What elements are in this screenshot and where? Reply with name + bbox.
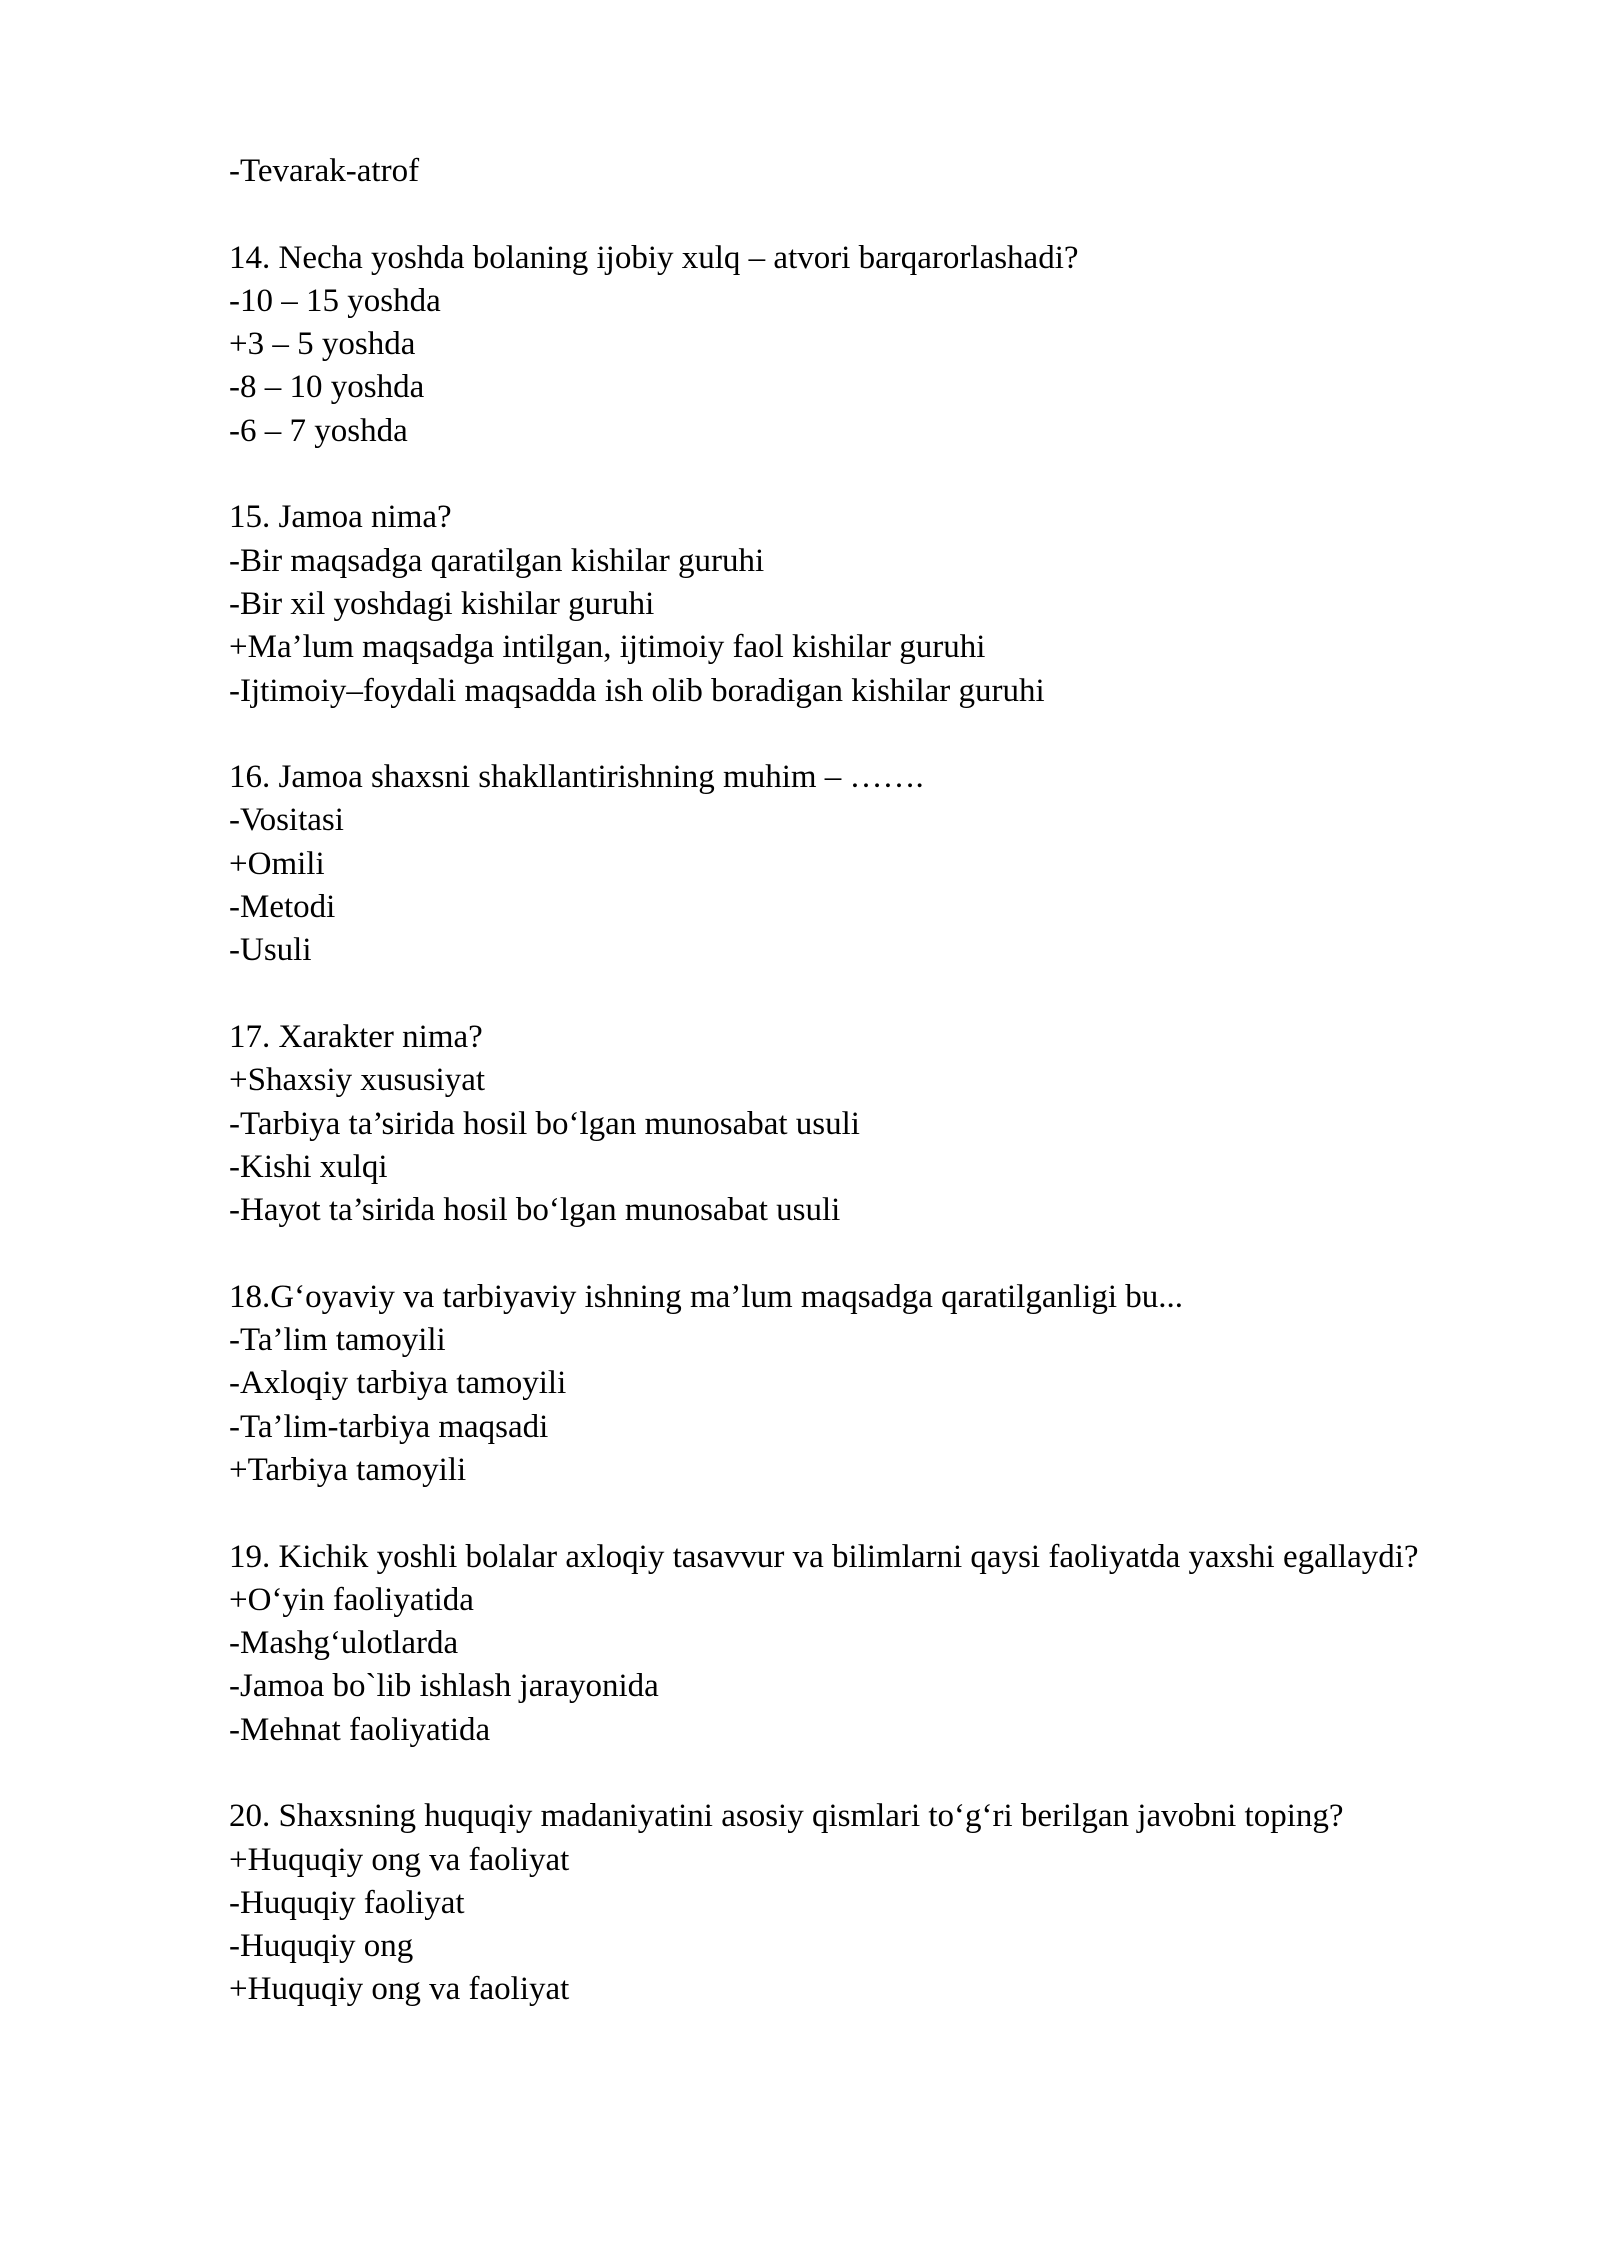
answer-option: -Jamoa bo`lib ishlash jarayonida — [229, 1668, 659, 1705]
document-page — [229, 150, 1484, 2012]
answer-option: +Shaxsiy xususiyat — [229, 1062, 486, 1099]
question-block-15 — [229, 496, 1484, 712]
spacer — [229, 1752, 1484, 1795]
question-text: 17. Xarakter nima? — [229, 1018, 483, 1055]
spacer — [229, 1232, 1484, 1275]
question-text: 18.G‘oyaviy va tarbiyaviy ishning ma’lum maqsadga qaratilganligi bu... — [229, 1278, 1184, 1315]
answer-option: +O‘yin faoliyatida — [229, 1581, 474, 1618]
question-text: 16. Jamoa shaxsni shakllantirishning muhim – ……. — [229, 759, 924, 796]
answer-option: -Tevarak-atrof — [229, 153, 420, 189]
spacer — [229, 453, 1484, 496]
answer-option: -Ta’lim tamoyili — [229, 1322, 446, 1359]
answer-option: -10 – 15 yoshda — [229, 282, 441, 319]
answer-option: -Vositasi — [229, 802, 344, 839]
answer-option: -Mehnat faoliyatida — [229, 1711, 491, 1748]
question-text: 14. Necha yoshda bolaning ijobiy xulq – atvori barqarorlashadi? — [229, 239, 1079, 276]
answer-option: -Kishi xulqi — [229, 1148, 388, 1185]
answer-option: -Usuli — [229, 932, 312, 969]
answer-option: +Ma’lum maqsadga intilgan, ijtimoiy faol kishilar guruhi — [229, 629, 986, 666]
answer-option: -Bir maqsadga qaratilgan kishilar guruhi — [229, 542, 765, 579]
question-block-17 — [229, 1016, 1484, 1232]
answer-option: -Tarbiya ta’sirida hosil bo‘lgan munosabat usuli — [229, 1105, 860, 1142]
answer-option: -8 – 10 yoshda — [229, 369, 425, 406]
answer-option: +Tarbiya tamoyili — [229, 1451, 467, 1488]
question-text: 20. Shaxsning huquqiy madaniyatini asosiy qismlari to‘g‘ri berilgan javobni toping? — [229, 1798, 1344, 1835]
answer-option: +Huquqiy ong va faoliyat — [229, 1971, 570, 2008]
answer-option: -Ta’lim-tarbiya maqsadi — [229, 1408, 549, 1445]
question-text: 19. Kichik yoshli bolalar axloqiy tasavvur va bilimlarni qaysi faoliyatda yaxshi egallaydi? — [229, 1538, 1419, 1575]
answer-option: -Mashg‘ulotlarda — [229, 1625, 459, 1662]
spacer — [229, 973, 1484, 1016]
answer-option: +Huquqiy ong va faoliyat — [229, 1841, 570, 1878]
answer-option: -6 – 7 yoshda — [229, 412, 408, 449]
answer-option: -Metodi — [229, 889, 336, 926]
question-block-18 — [229, 1276, 1484, 1492]
answer-option: -Huquqiy faoliyat — [229, 1884, 465, 1921]
spacer — [229, 193, 1484, 236]
answer-option: -Axloqiy tarbiya tamoyili — [229, 1365, 567, 1402]
question-block-20 — [229, 1795, 1484, 2011]
question-block-14 — [229, 237, 1484, 453]
answer-option: -Huquqiy ong — [229, 1928, 414, 1965]
answer-option: -Hayot ta’sirida hosil bo‘lgan munosabat usuli — [229, 1192, 841, 1229]
spacer — [229, 1492, 1484, 1535]
question-block-19 — [229, 1536, 1484, 1752]
answer-option: -Bir xil yoshdagi kishilar guruhi — [229, 585, 655, 622]
answer-option: -Ijtimoiy–foydali maqsadda ish olib boradigan kishilar guruhi — [229, 672, 1045, 709]
question-text: 15. Jamoa nima? — [229, 499, 452, 536]
answer-option: +3 – 5 yoshda — [229, 326, 416, 363]
answer-option: +Omili — [229, 845, 325, 882]
question-block-16 — [229, 756, 1484, 972]
spacer — [229, 713, 1484, 756]
